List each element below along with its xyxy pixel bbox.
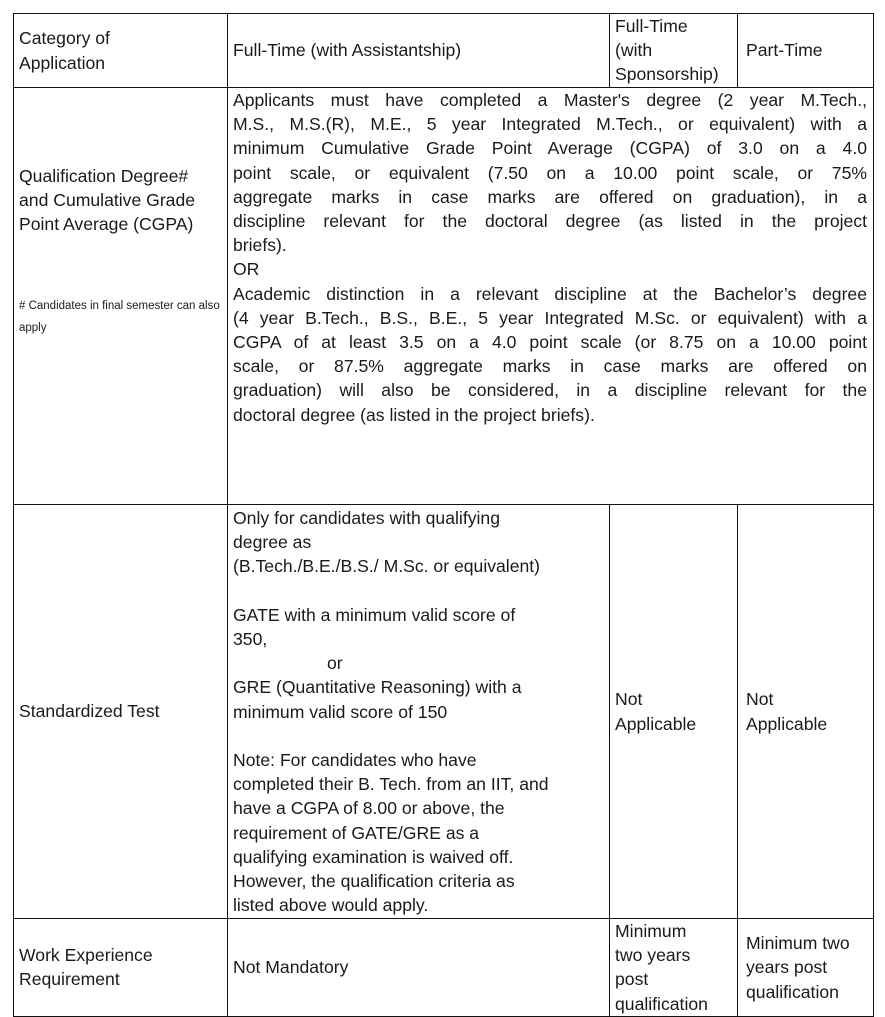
header-cell-part-time [738, 14, 874, 88]
qualification-line: aggregate marks in case marks are offered on graduation), in a [233, 186, 867, 207]
standardized-test-part-time-cell [738, 505, 874, 919]
qualification-line: Applicants must have completed a Master's degree (2 year M.Tech., [233, 90, 867, 110]
work-experience-label-cell [14, 919, 228, 1017]
qualification-or: OR [233, 259, 260, 280]
table-header-row [14, 14, 874, 88]
standardized-test-note-line: have a CGPA of 8.00 or above, the [233, 798, 505, 819]
standardized-test-line: GRE (Quantitative Reasoning) with a [233, 677, 522, 698]
standardized-test-sponsorship-cell [610, 505, 738, 919]
qualification-footnote: # Candidates in final semester can also apply [19, 299, 220, 334]
work-experience-label: Work Experience Requirement [19, 945, 153, 990]
standardized-test-note-line: listed above would apply. [233, 895, 429, 916]
work-experience-part-time-value: Minimum two years post qualification [746, 933, 850, 1002]
work-experience-assistantship-value: Not Mandatory [233, 957, 349, 978]
standardized-test-line: 350, [233, 629, 268, 649]
header-category-label: Category of Application [19, 28, 110, 73]
work-experience-sponsorship-value: Minimum two years post qualification [615, 921, 708, 1014]
standardized-test-part-time-value: Not Applicable [746, 689, 828, 734]
work-experience-part-time-cell [738, 919, 874, 1017]
standardized-test-label: Standardized Test [19, 701, 160, 722]
standardized-test-note-line: requirement of GATE/GRE as a [233, 822, 480, 843]
qualification-requirement-cell [228, 88, 874, 505]
qualification-line: CGPA of at least 3.5 on a 4.0 point scale (or 8.75 on a 10.00 point [233, 332, 867, 353]
standardized-test-line: degree as [233, 532, 312, 553]
work-experience-sponsorship-cell [610, 919, 738, 1017]
header-part-time-label: Part-Time [746, 40, 823, 61]
qualification-line: minimum Cumulative Grade Point Average (CGPA) of 3.0 on a 4.0 [233, 138, 867, 159]
header-full-time-assistantship-label: Full-Time (with Assistantship) [233, 40, 462, 61]
qualification-line: doctoral degree (as listed in the project briefs). [233, 404, 595, 425]
qualification-line: (4 year B.Tech., B.S., B.E., 5 year Integrated M.Sc. or equivalent) with a [233, 307, 867, 328]
qualification-label: Qualification Degree# and Cumulative Grade Point Average (CGPA) [19, 166, 196, 235]
standardized-test-line: minimum valid score of 150 [233, 701, 448, 722]
standardized-test-requirement-cell [228, 505, 610, 919]
table-row-work-experience [14, 919, 874, 1017]
table-row-standardized-test [14, 505, 874, 919]
qualification-line: point scale, or equivalent (7.50 on a 10.00 point scale, or 75% [233, 162, 867, 183]
blank-line [233, 724, 604, 748]
blank-line [233, 579, 604, 603]
qualification-line: graduation) will also be considered, in a discipline relevant for the [233, 380, 867, 401]
qualification-label-cell [14, 88, 228, 505]
standardized-test-label-cell [14, 505, 228, 919]
header-cell-full-time-assistantship [228, 14, 610, 88]
standardized-test-line: Only for candidates with qualifying [233, 508, 500, 528]
qualification-line: briefs). [233, 235, 287, 256]
qualification-line: M.S., M.S.(R), M.E., 5 year Integrated M.Tech., or equivalent) with a [233, 114, 867, 135]
header-cell-full-time-sponsorship [610, 14, 738, 88]
standardized-test-note-line: completed their B. Tech. from an IIT, and [233, 774, 549, 795]
header-cell-category [14, 14, 228, 88]
table-row-qualification [14, 88, 874, 505]
qualification-line: Academic distinction in a relevant discipline at the Bachelor’s degree [233, 283, 867, 304]
standardized-test-note-line: However, the qualification criteria as [233, 871, 515, 892]
standardized-test-note-line: qualifying examination is waived off. [233, 846, 514, 867]
header-full-time-sponsorship-label: Full-Time (with Sponsorship) [615, 16, 719, 85]
standardized-test-line: (B.Tech./B.E./B.S./ M.Sc. or equivalent) [233, 556, 541, 577]
qualification-line: discipline relevant for the doctoral degree (as listed in the project [233, 211, 867, 232]
standardized-test-or: or [327, 653, 343, 674]
standardized-test-line: GATE with a minimum valid score of [233, 604, 516, 625]
eligibility-criteria-table [13, 13, 874, 1017]
qualification-line: scale, or 87.5% aggregate marks in case marks are offered on [233, 356, 867, 377]
work-experience-assistantship-cell [228, 919, 610, 1017]
standardized-test-sponsorship-value: Not Applicable [615, 689, 697, 734]
standardized-test-note-line: Note: For candidates who have [233, 750, 477, 770]
